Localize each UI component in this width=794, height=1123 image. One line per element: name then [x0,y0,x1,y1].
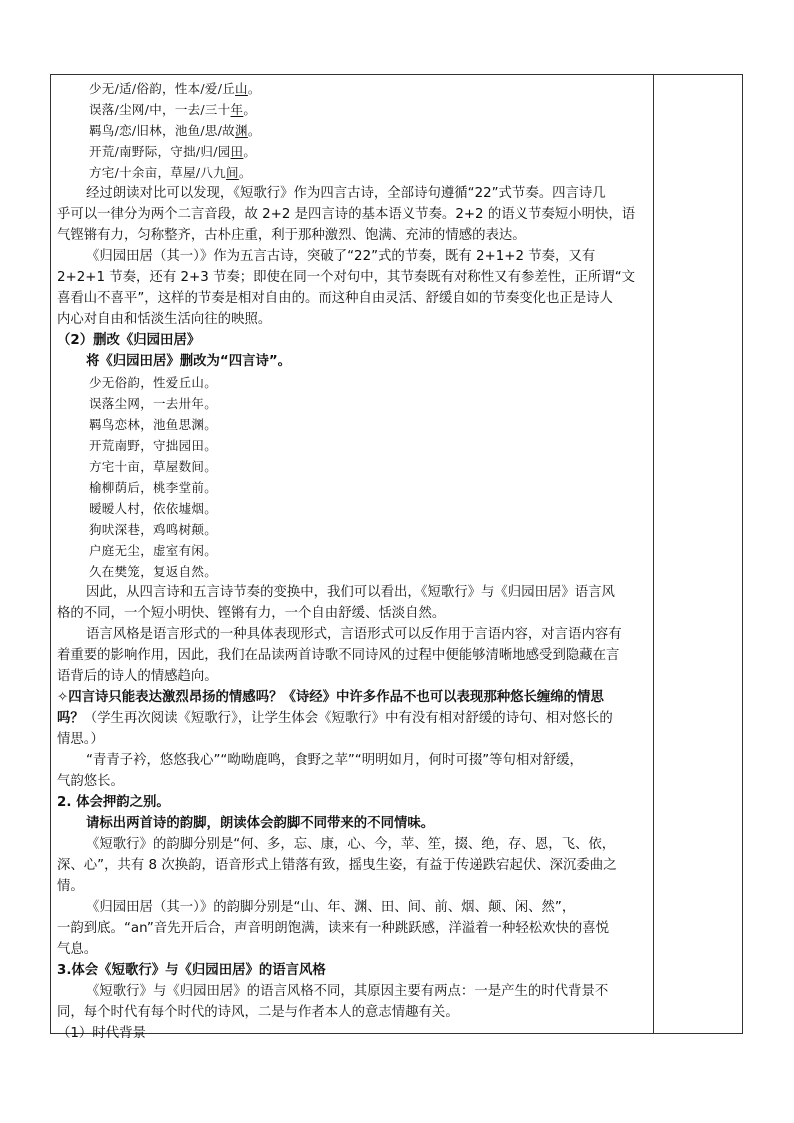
poem-line: 户庭无尘，虚室有闲。 [89,543,218,558]
question-line: 吗？（学生再次阅读《短歌行》，让学生体会《短歌行》中有没有相对舒缓的诗句、相对悠长的 [57,711,613,726]
paragraph-line: “青青子衿，悠悠我心”“呦呦鹿鸣，食野之苹”“明明如月，何时可掇”等句相对舒缓， [86,753,583,768]
poem-line: 误落尘网，一去卅年。 [89,396,218,411]
paragraph-line: 语背后的诗人的情感趋向。 [57,669,218,684]
paragraph-line: 气韵悠长。 [57,774,124,789]
instruction: 请标出两首诗的韵脚，朗读体会韵脚不同带来的不同情味。 [86,816,435,831]
paragraph-line: 《短歌行》与《归园田居》的语言风格不同，其原因主要有两点：一是产生的时代背景不 [86,984,609,999]
poem-line: 久在樊笼，复返自然。 [89,564,218,579]
section-heading: （2）删改《归园田居》 [57,333,201,348]
main-cell [57,78,647,1044]
paragraph-line: 2+2+1 节奏，还有 2+3 节奏；即使在同一个对句中，其节奏既有对称性又有参差性，正所谓“文 [57,270,636,285]
column-divider [653,75,654,1033]
paragraph-line: 气息。 [57,942,98,957]
paragraph-line: 内心对自由和恬淡生活向往的映照。 [57,312,272,327]
paragraph-line: 《归园田居（其一）》的韵脚分别是“山、年、渊、田、间、前、烟、颠、闲、然”， [86,900,576,915]
poem-line: 狗吠深巷，鸡鸣树颠。 [89,522,218,537]
instruction: 将《归园田居》删改为“四言诗”。 [86,354,292,369]
poem-line: 羁鸟恋林，池鱼思渊。 [89,417,218,432]
paragraph-line: 同，每个时代有每个时代的诗风，二是与作者本人的意志情趣有关。 [57,1005,459,1020]
paragraph-line: 语言风格是语言形式的一种具体表现形式，言语形式可以反作用于言语内容，对言语内容有 [86,627,622,642]
paragraph-line: 一韵到底。“an”音先开后合，声音明朗饱满，读来有一种跳跃感，洋溢着一种轻松欢快的喜悦 [57,921,610,936]
paragraph-line: 《归园田居（其一）》作为五言古诗，突破了“22”式的节奏，既有 2+1+2 节奏，又有 [86,249,596,264]
poem-line: 开荒南野，守拙园田。 [89,438,218,453]
poem-line: 方宅/十余亩，草屋/八九间。 [89,165,252,180]
paragraph-line: 因此，从四言诗和五言诗节奏的变换中，我们可以看出，《短歌行》与《归园田居》语言风 [86,585,615,600]
poem-line: 羁鸟/恋/旧林，池鱼/思/故渊。 [89,123,261,138]
paragraph-line: 经过朗读对比可以发现，《短歌行》作为四言古诗，全部诗句遵循“22”式节奏。四言诗几 [86,186,606,201]
poem-line: 误落/尘网/中，一去/三十年。 [89,102,257,117]
paragraph-line: 乎可以一律分为两个二言音段，故 2+2 是四言诗的基本语义节奏。2+2 的语义节奏短小明快，语 [57,207,636,222]
paragraph-line: 格的不同，一个短小明快、铿锵有力，一个自由舒缓、恬淡自然。 [57,606,446,621]
section-heading: 3.体会《短歌行》与《归园田居》的语言风格 [57,963,326,978]
poem-line: 方宅十亩，草屋数间。 [89,459,218,474]
paragraph-line: 气铿锵有力，匀称整齐，古朴庄重，利于那种激烈、饱满、充沛的情感的表达。 [57,228,526,243]
poem-line: 榆柳荫后，桃李堂前。 [89,480,218,495]
question-line: ✧四言诗只能表达激烈昂扬的情感吗？《诗经》中许多作品不也可以表现那种悠长缠绵的情思 [57,690,604,705]
poem-line: 少无/适/俗韵，性本/爱/丘山。 [89,81,261,96]
section-heading: 2. 体会押韵之别。 [57,795,170,810]
poem-line: 暧暧人村，依依墟烟。 [89,501,218,516]
poem-line: 开荒/南野际，守拙/归/园田。 [89,144,257,159]
lesson-table [50,74,743,1041]
paragraph-line: 喜看山不喜平”，这样的节奏是相对自由的。而这种自由灵活、舒缓自如的节奏变化也正是诗人 [57,291,613,306]
subsection-heading: （1）时代背景 [57,1026,146,1041]
poem-line: 少无俗韵，性爱丘山。 [89,375,218,390]
paragraph-line: 着重要的影响作用，因此，我们在品读两首诗歌不同诗风的过程中便能够清晰地感受到隐藏在言 [57,648,620,663]
paragraph-line: 《短歌行》的韵脚分别是“何、多，忘、康，心、今，苹、笙，掇、绝，存、恩，飞、依， [86,837,616,852]
question-line: 情思。） [57,732,104,747]
paragraph-line: 深、心”，共有 8 次换韵，语音形式上错落有致，摇曳生姿，有益于传递跌宕起伏、深沉委曲之 [57,858,617,873]
paragraph-line: 情。 [57,879,84,894]
